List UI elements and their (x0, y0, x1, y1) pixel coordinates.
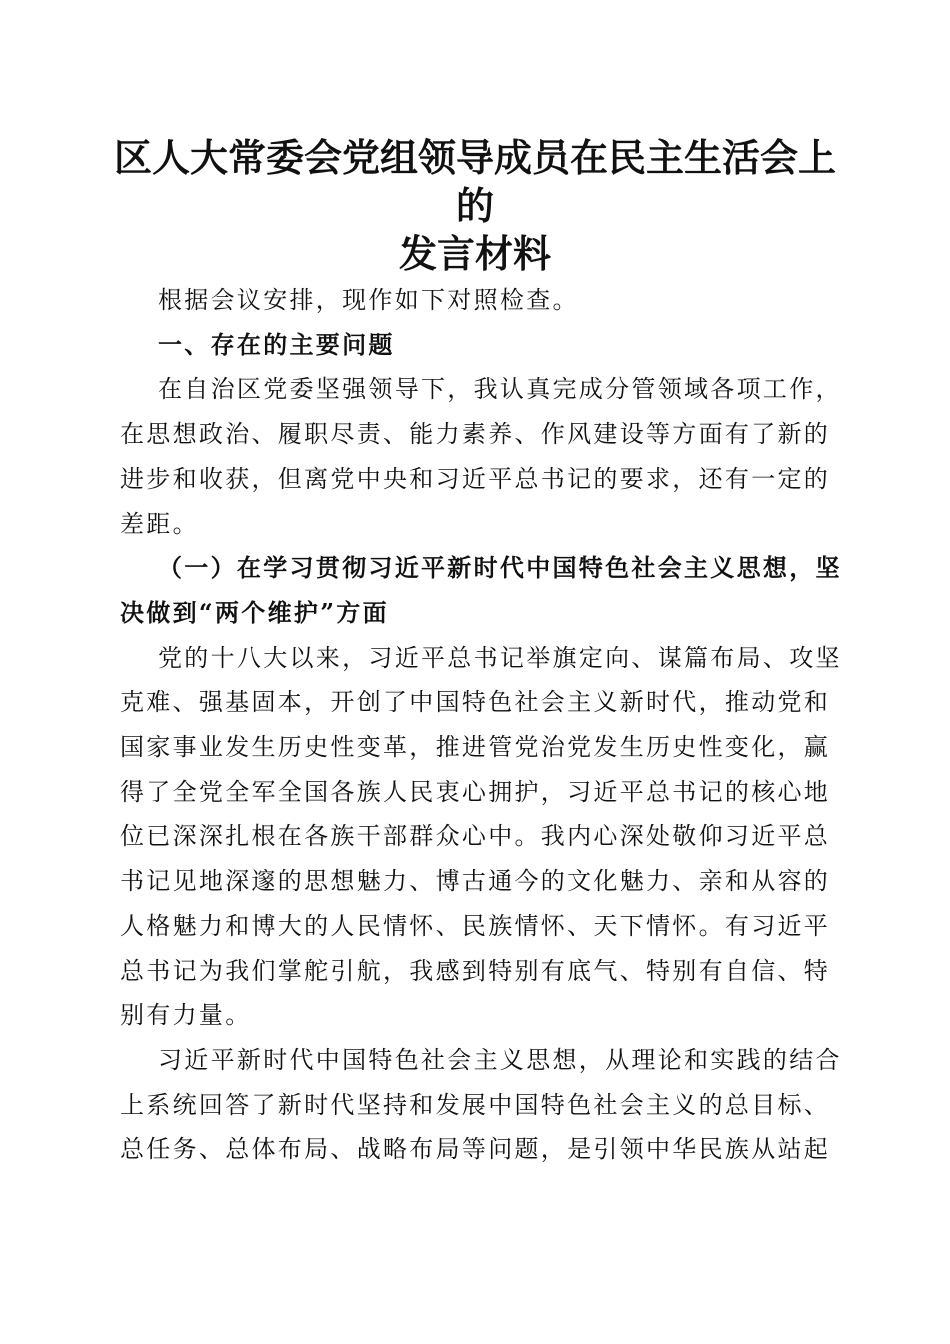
document-title (100, 134, 850, 278)
title-line-2: 发言材料 (398, 231, 551, 276)
text-line: 一、存在的主要问题 (158, 330, 395, 359)
text-line: 习近平新时代中国特色社会主义思想，从理论和实践的结合 (158, 1045, 842, 1074)
text-line: 根据会议安排，现作如下对照检查。 (158, 286, 579, 314)
text-line: 总书记为我们掌舵引航，我感到特别有底气、特别有自信、特 (120, 956, 831, 985)
text-line: 位已深深扎根在各族干部群众心中。我内心深处敬仰习近平总 (120, 822, 831, 851)
subsection-heading (120, 546, 842, 635)
section-heading (120, 323, 826, 368)
intro-paragraph (120, 278, 826, 323)
text-line: 上系统回答了新时代坚持和发展中国特色社会主义的总目标、 (120, 1090, 831, 1119)
document-body (120, 278, 842, 1172)
text-line: 别有力量。 (120, 1001, 252, 1030)
text-line: 总任务、总体布局、战略布局等问题，是引领中华民族从站起 (120, 1135, 831, 1164)
text-line: 书记见地深邃的思想魅力、博古通今的文化魅力、亲和从容的 (120, 867, 831, 896)
text-line: 在自治区党委坚强领导下，我认真完成分管领域各项工作， (158, 375, 842, 404)
body-paragraph (120, 1038, 842, 1172)
text-line: 党的十八大以来，习近平总书记举旗定向、谋篇布局、攻坚 (158, 643, 842, 672)
text-line: 进步和收获，但离党中央和习近平总书记的要求，还有一定的 (120, 464, 831, 493)
text-line: 克难、强基固本，开创了中国特色社会主义新时代，推动党和 (120, 688, 831, 717)
text-line: 决做到“两个维护”方面 (120, 597, 389, 627)
text-line: 人格魅力和博大的人民情怀、民族情怀、天下情怀。有习近平 (120, 911, 831, 940)
body-paragraph (120, 367, 842, 546)
text-line: （一）在学习贯彻习近平新时代中国特色社会主义思想，坚 (158, 553, 842, 583)
text-line: 国家事业发生历史性变革，推进管党治党发生历史性变化，赢 (120, 733, 831, 762)
body-paragraph (120, 636, 842, 1038)
title-line-1: 区人大常委会党组领导成员在民主生活会上的 (113, 135, 836, 228)
text-line: 得了全党全军全国各族人民衷心拥护，习近平总书记的核心地 (120, 777, 831, 806)
text-line: 差距。 (120, 509, 199, 538)
text-line: 在思想政治、履职尽责、能力素养、作风建设等方面有了新的 (120, 420, 831, 449)
